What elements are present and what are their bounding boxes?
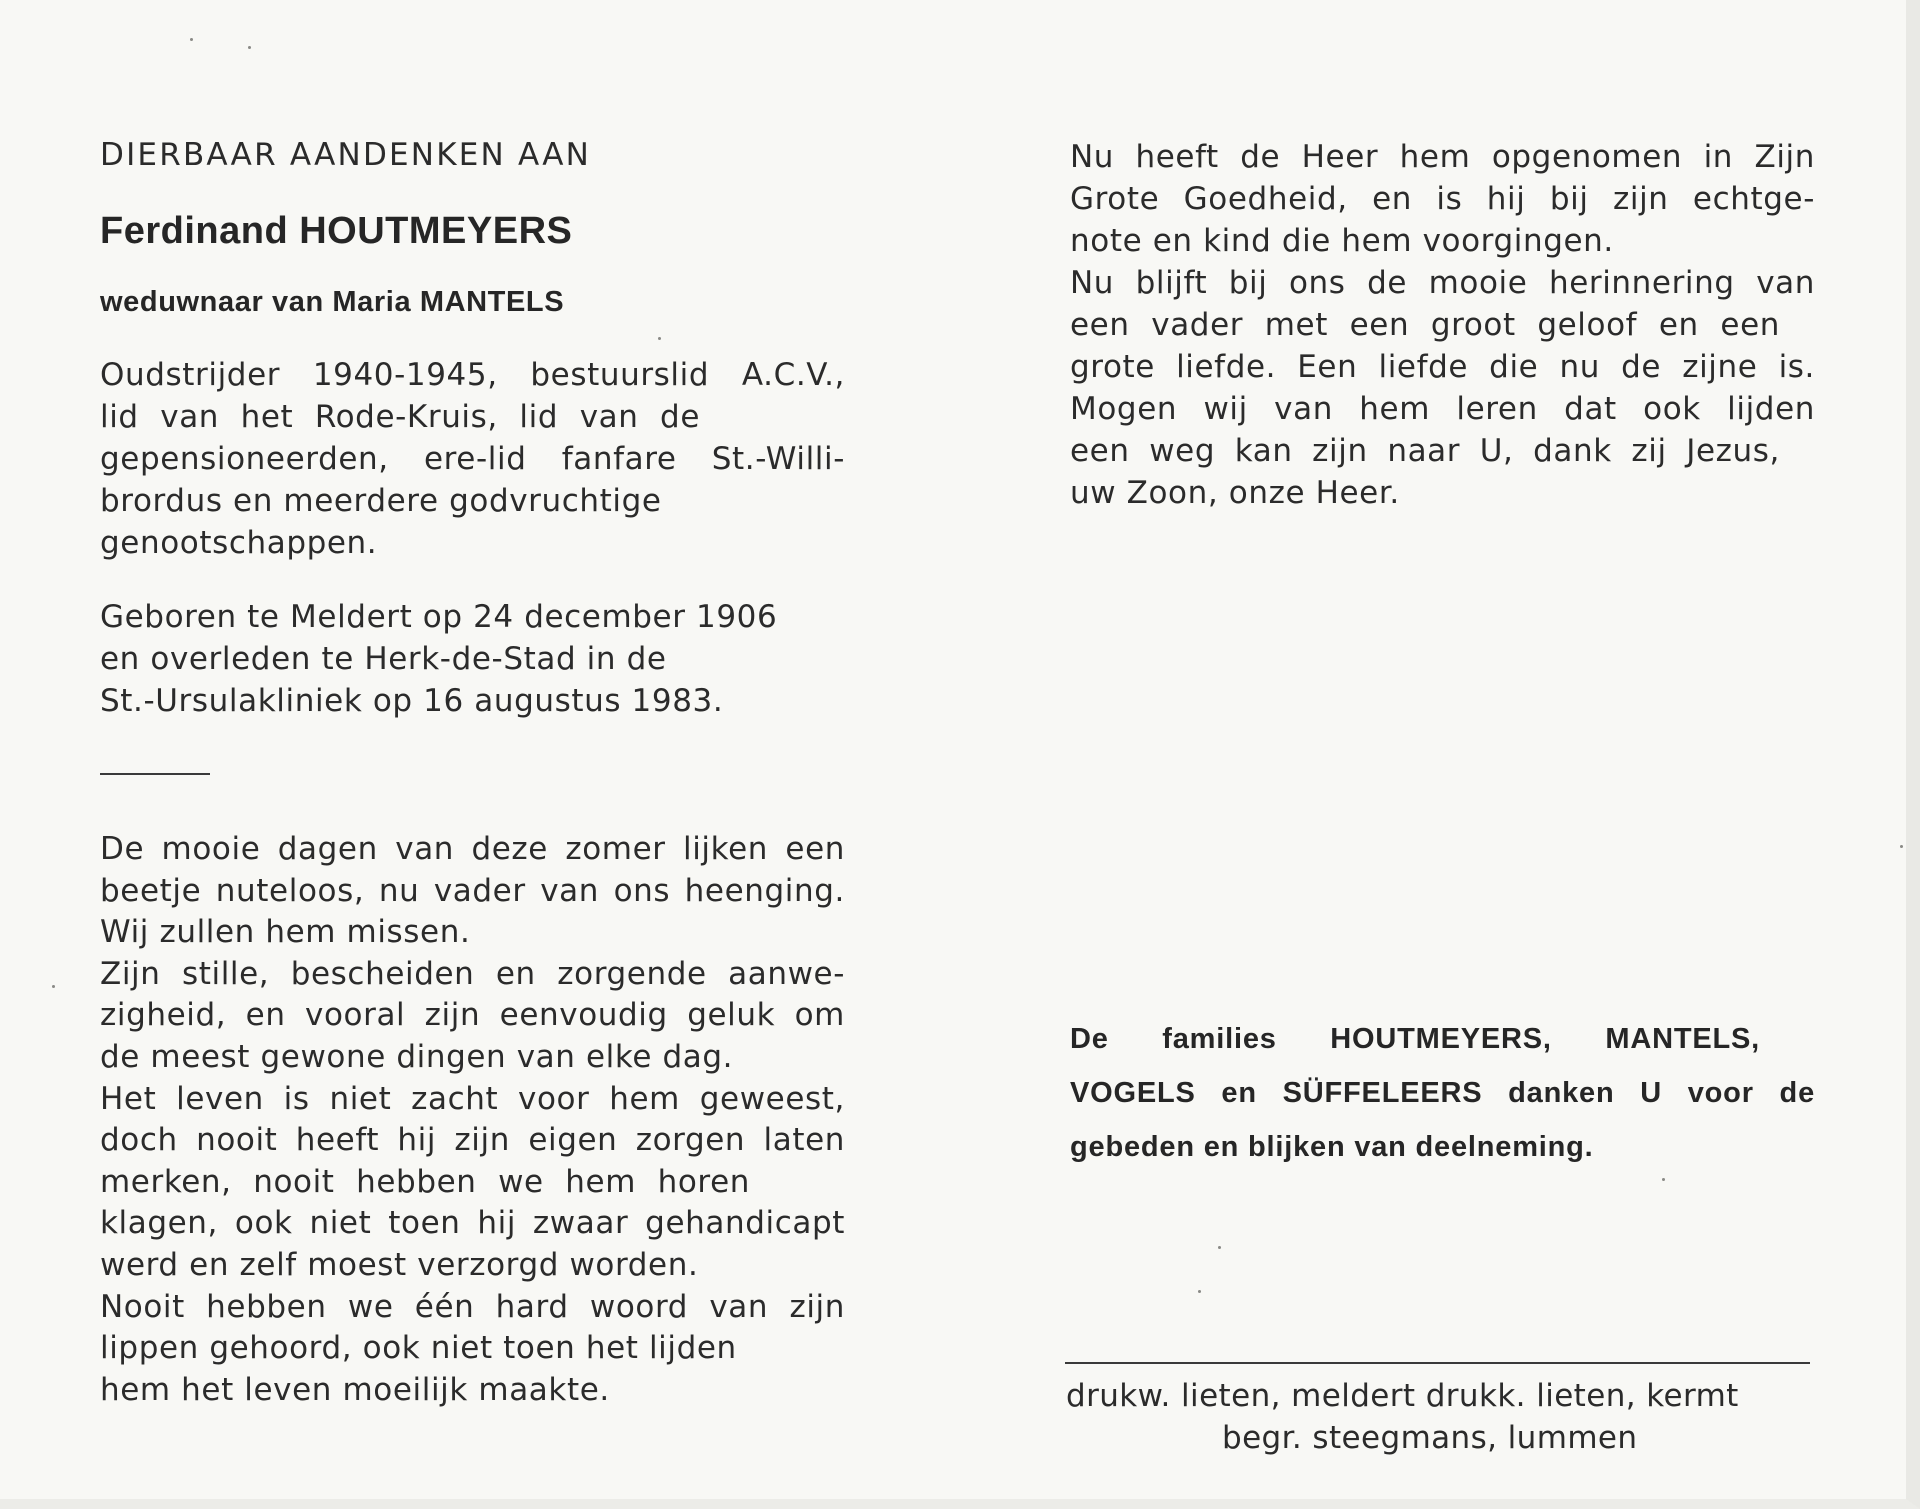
scan-speck xyxy=(52,985,55,988)
tribute-line: beetje nuteloos, nu vader van ons heenging. xyxy=(100,873,845,909)
birth-line: Geboren te Meldert op 24 december 1906 xyxy=(100,599,778,635)
birth-line: St.-Ursulakliniek op 16 augustus 1983. xyxy=(100,683,724,719)
tribute-line: Nooit hebben we één hard woord van zijn xyxy=(100,1289,845,1325)
scan-speck xyxy=(1662,1178,1665,1181)
tribute-line: lippen gehoord, ook niet toen het lijden xyxy=(100,1330,737,1366)
printer-divider xyxy=(1065,1362,1810,1364)
thanks-line: De families HOUTMEYERS, MANTELS, xyxy=(1070,1023,1760,1055)
prayer-line: uw Zoon, onze Heer. xyxy=(1070,475,1400,511)
tribute-line: Zijn stille, bescheiden en zorgende aanwe- xyxy=(100,956,845,992)
bio-line: gepensioneerden, ere-lid fanfare St.-Willi- xyxy=(100,441,845,477)
tribute-line: Het leven is niet zacht voor hem geweest, xyxy=(100,1081,845,1117)
prayer-line: grote liefde. Een liefde die nu de zijne is. xyxy=(1070,349,1815,385)
scan-speck xyxy=(658,337,661,340)
printer-line: begr. steegmans, lummen xyxy=(1222,1420,1638,1456)
tribute-line: werd en zelf moest verzorgd worden. xyxy=(100,1247,699,1283)
scan-speck xyxy=(248,46,251,49)
prayer-line: een vader met een groot geloof en een xyxy=(1070,307,1780,343)
bio-line: brordus en meerdere godvruchtige xyxy=(100,483,662,519)
scan-speck xyxy=(1218,1246,1221,1249)
tribute-line: doch nooit heeft hij zijn eigen zorgen laten xyxy=(100,1122,845,1158)
spouse-line: weduwnaar van Maria MANTELS xyxy=(100,286,565,318)
card-heading: DIERBAAR AANDENKEN AAN xyxy=(100,137,592,173)
printer-line: drukw. lieten, meldert drukk. lieten, kermt xyxy=(1066,1378,1739,1414)
tribute-line: zigheid, en vooral zijn eenvoudig geluk om xyxy=(100,997,845,1033)
bio-line: genootschappen. xyxy=(100,525,378,561)
birth-line: en overleden te Herk-de-Stad in de xyxy=(100,641,667,677)
tribute-line: de meest gewone dingen van elke dag. xyxy=(100,1039,734,1075)
bio-line: lid van het Rode-Kruis, lid van de xyxy=(100,399,700,435)
thanks-line: VOGELS en SÜFFELEERS danken U voor de xyxy=(1070,1077,1815,1109)
tribute-line: merken, nooit hebben we hem horen xyxy=(100,1164,750,1200)
tribute-line: De mooie dagen van deze zomer lijken een xyxy=(100,831,845,867)
deceased-name: Ferdinand HOUTMEYERS xyxy=(100,210,573,252)
bio-line: Oudstrijder 1940-1945, bestuurslid A.C.V., xyxy=(100,357,845,393)
scan-speck xyxy=(1198,1290,1201,1293)
prayer-line: Nu blijft bij ons de mooie herinnering van xyxy=(1070,265,1815,301)
prayer-line: Mogen wij van hem leren dat ook lijden xyxy=(1070,391,1815,427)
thanks-line: gebeden en blijken van deelneming. xyxy=(1070,1131,1594,1163)
tribute-line: hem het leven moeilijk maakte. xyxy=(100,1372,610,1408)
scan-speck xyxy=(1900,845,1903,848)
short-divider xyxy=(100,773,210,775)
tribute-line: Wij zullen hem missen. xyxy=(100,914,471,950)
scan-speck xyxy=(190,38,193,41)
tribute-line: klagen, ook niet toen hij zwaar gehandicapt xyxy=(100,1205,845,1241)
prayer-line: Grote Goedheid, en is hij bij zijn echtge- xyxy=(1070,181,1815,217)
prayer-line: note en kind die hem voorgingen. xyxy=(1070,223,1614,259)
prayer-line: een weg kan zijn naar U, dank zij Jezus, xyxy=(1070,433,1780,469)
prayer-line: Nu heeft de Heer hem opgenomen in Zijn xyxy=(1070,139,1815,175)
